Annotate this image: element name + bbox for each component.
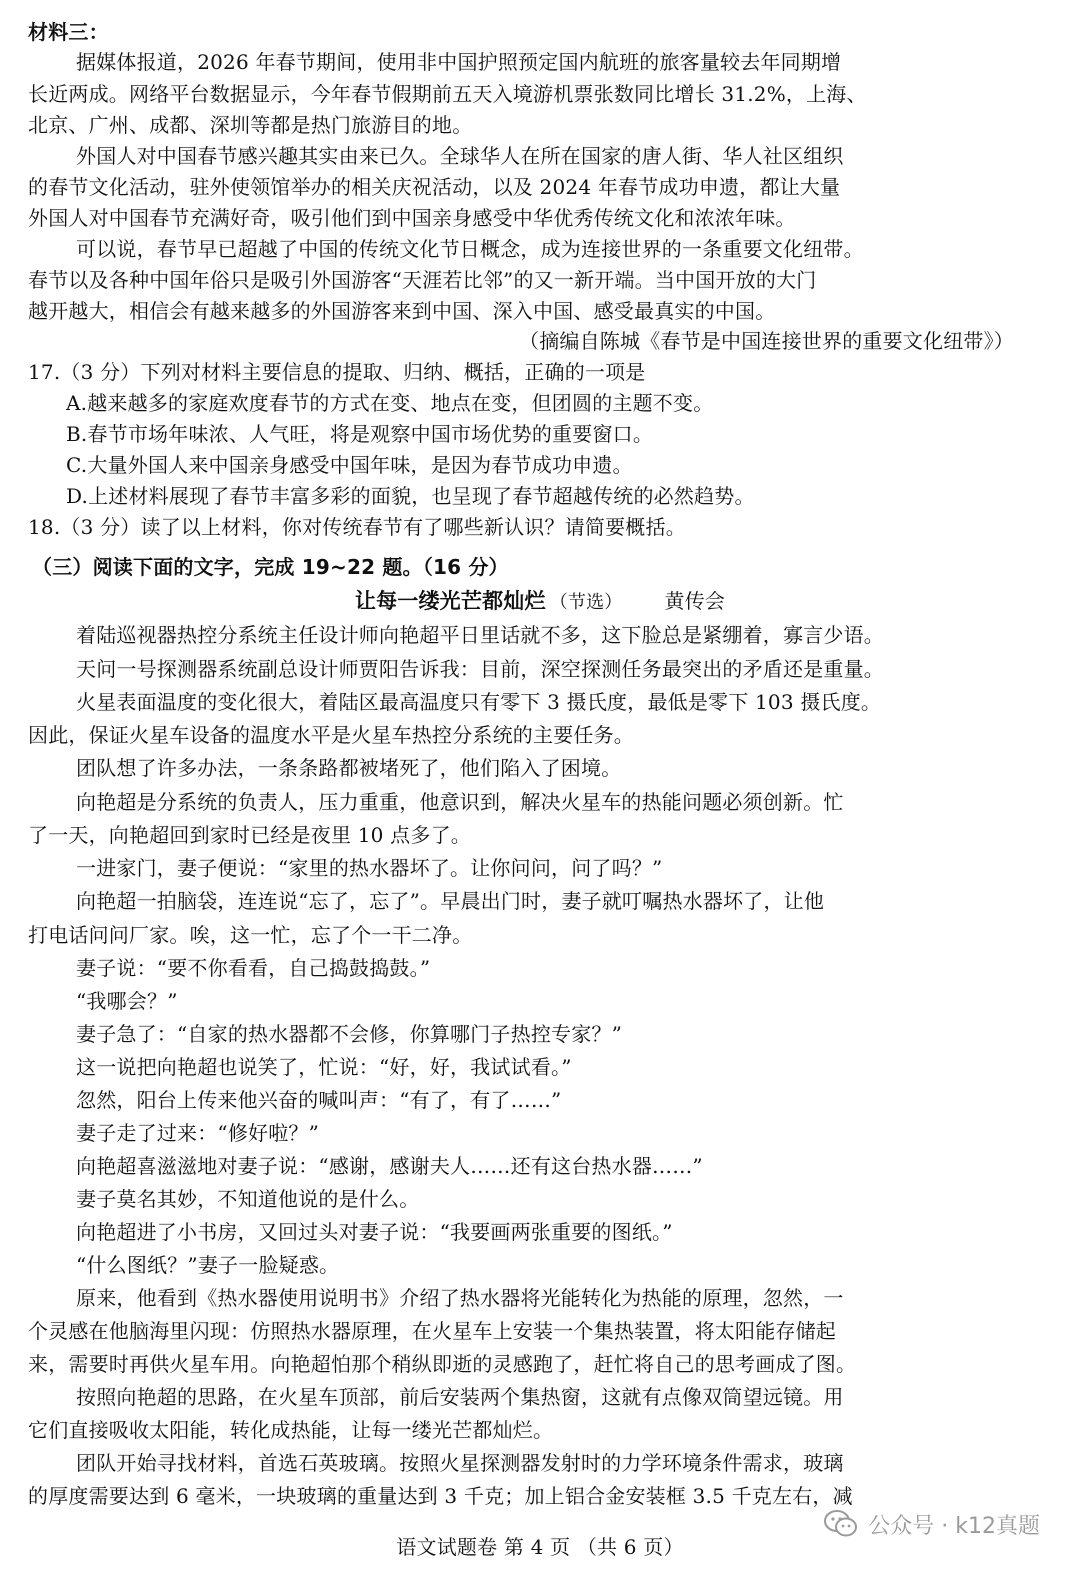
paragraph-line: 外国人对中国春节感兴趣其实由来已久。全球华人在所在国家的唐人街、华人社区组织 [76,144,844,168]
paragraph-line: 妻子走了过来：“修好啦？” [76,1121,320,1145]
paragraph-line: 着陆巡视器热控分系统主任设计师向艳超平日里话就不多，这下脸总是紧绷着，寡言少语。 [76,623,884,647]
paragraph-line: 这一说把向艳超也说笑了，忙说：“好，好，我试试看。” [76,1055,572,1079]
question-18-stem: 18.（3 分）读了以上材料，你对传统春节有了哪些新认识？请简要概括。 [28,515,686,539]
paragraph-line: 火星表面温度的变化很大，着陆区最高温度只有零下 3 摄氏度，最低是零下 103 摄氏度。 [76,690,882,714]
article-title-line [0,585,1080,619]
question-17-stem: 17.（3 分）下列对材料主要信息的提取、归纳、概括，正确的一项是 [28,360,646,384]
paragraph-line: 团队想了许多办法，一条条路都被堵死了，他们陷入了困境。 [76,756,622,780]
paragraph-line: 团队开始寻找材料，首选石英玻璃。按照火星探测器发射时的力学环境条件需求，玻璃 [76,1451,844,1475]
paragraph-line: 妻子莫名其妙，不知道他说的是什么。 [76,1187,420,1211]
paragraph-line: 原来，他看到《热水器使用说明书》介绍了热水器将光能转化为热能的原理，忽然，一 [76,1286,844,1310]
article-title: 让每一缕光芒都灿烂 [354,589,546,613]
paragraph-line: “什么图纸？”妻子一脸疑惑。 [76,1253,340,1277]
watermark-text: 公众号 · k12真题 [868,1513,1040,1539]
paragraph-line: 一进家门，妻子便说：“家里的热水器坏了。让你问问，问了吗？” [76,856,663,880]
option-d: D.上述材料展现了春节丰富多彩的面貌，也呈现了春节超越传统的必然趋势。 [66,484,755,508]
paragraph-line: 的厚度需要达到 6 毫米，一块玻璃的重量达到 3 千克；加上铝合金安装框 3.5 千克左右，减 [28,1484,853,1508]
paragraph-line: “我哪会？” [76,989,178,1013]
watermark [824,1506,1040,1542]
option-c: C.大量外国人来中国亲身感受中国年味，是因为春节成功申遗。 [66,453,633,477]
paragraph-line: 个灵感在他脑海里闪现：仿照热水器原理，在火星车上安装一个集热装置，将太阳能存储起 [28,1319,836,1343]
option-a: A.越来越多的家庭欢度春节的方式在变、地点在变，但团圆的主题不变。 [66,391,714,415]
material-heading: 材料三： [28,20,109,44]
paragraph-line: 向艳超是分系统的负责人，压力重重，他意识到，解决火星车的热能问题必须创新。忙 [76,790,844,814]
paragraph-line: 北京、广州、成都、深圳等都是热门旅游目的地。 [28,113,473,137]
paragraph-line: 了一天，向艳超回到家时已经是夜里 10 点多了。 [28,823,471,847]
paragraph-line: 向艳超进了小书房，又回过头对妻子说：“我要画两张重要的图纸。” [76,1220,673,1244]
article-note: （节选） [549,592,623,613]
paragraph-line: 外国人对中国春节充满好奇，吸引他们到中国亲身感受中华优秀传统文化和浓浓年味。 [28,206,796,230]
paragraph-line: 向艳超喜滋滋地对妻子说：“感谢，感谢夫人……还有这台热水器……” [76,1154,703,1178]
paragraph-line: 可以说，春节早已超越了中国的传统文化节日概念，成为连接世界的一条重要文化纽带。 [76,237,864,261]
option-b: B.春节市场年味浓、人气旺，将是观察中国市场优势的重要窗口。 [66,422,654,446]
paragraph-line: 的春节文化活动，驻外使领馆举办的相关庆祝活动，以及 2024 年春节成功申遗，都让大量 [28,175,841,199]
paragraph-line: 长近两成。网络平台数据显示，今年春节假期前五天入境游机票张数同比增长 31.2%，上海、 [28,82,867,106]
source-citation: （摘编自陈城《春节是中国连接世界的重要文化纽带》） [519,329,1014,353]
paragraph-line: 据媒体报道，2026 年春节期间，使用非中国护照预定国内航班的旅客量较去年同期增 [76,50,842,74]
paragraph-line: 因此，保证火星车设备的温度水平是火星车热控分系统的主要任务。 [28,723,634,747]
page-footer: 语文试题卷 第 4 页 （共 6 页） [396,1535,684,1559]
paragraph-line: 它们直接吸收太阳能，转化成热能，让每一缕光芒都灿烂。 [28,1418,554,1442]
paragraph-line: 妻子急了：“自家的热水器都不会修，你算哪门子热控专家？” [76,1022,623,1046]
paragraph-line: 越开越大，相信会有越来越多的外国游客来到中国、深入中国、感受最真实的中国。 [28,299,776,323]
wechat-icon [824,1510,858,1538]
article-author: 黄传会 [664,589,726,613]
section-heading: （三）阅读下面的文字，完成 19~22 题。（16 分） [32,555,509,579]
paragraph-line: 打电话问问厂家。唉，这一忙，忘了个一干二净。 [28,923,473,947]
paragraph-line: 忽然，阳台上传来他兴奋的喊叫声：“有了，有了……” [76,1088,562,1112]
paragraph-line: 春节以及各种中国年俗只是吸引外国游客“天涯若比邻”的又一新开端。当中国开放的大门 [28,268,817,292]
paragraph-line: 按照向艳超的思路，在火星车顶部，前后安装两个集热窗，这就有点像双筒望远镜。用 [76,1385,844,1409]
paragraph-line: 天问一号探测器系统副总设计师贾阳告诉我：目前，深空探测任务最突出的矛盾还是重量。 [76,657,884,681]
paragraph-line: 向艳超一拍脑袋，连连说“忘了，忘了”。早晨出门时，妻子就叮嘱热水器坏了，让他 [76,889,825,913]
paragraph-line: 来，需要时再供火星车用。向艳超怕那个稍纵即逝的灵感跑了，赶忙将自己的思考画成了图。 [28,1352,857,1376]
paragraph-line: 妻子说：“要不你看看，自己捣鼓捣鼓。” [76,956,431,980]
